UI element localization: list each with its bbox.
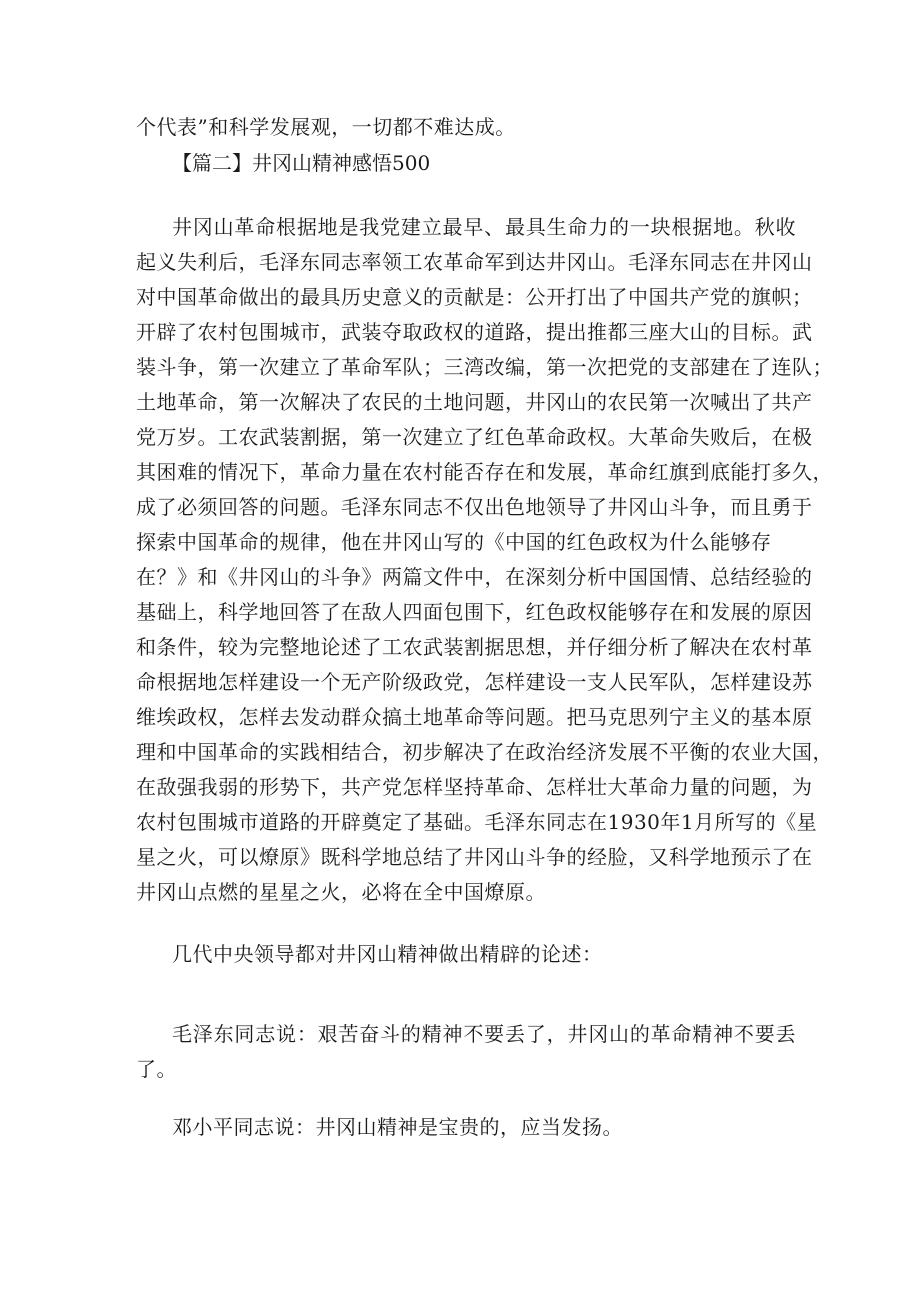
- paragraph-line: 探索中国革命的规律，他在井冈山写的《中国的红色政权为什么能够存: [136, 530, 772, 554]
- paragraph-line: 起义失利后，毛泽东同志率领工农革命军到达井冈山。毛泽东同志在井冈山: [136, 250, 813, 274]
- section-heading: 【篇二】井冈山精神感悟500: [172, 151, 431, 175]
- paragraph-line: 党万岁。工农武装割据，第一次建立了红色革命政权。大革命失败后，在极: [136, 425, 813, 449]
- paragraph-line: 其困难的情况下，革命力量在农村能否存在和发展，革命红旗到底能打多久，: [136, 460, 833, 484]
- paragraph-line: 农村包围城市道路的开辟奠定了基础。毛泽东同志在1930年1月所写的《星: [136, 810, 818, 834]
- paragraph-line: 井冈山点燃的星星之火，必将在全中国燎原。: [136, 880, 546, 904]
- paragraph-line: 井冈山革命根据地是我党建立最早、最具生命力的一块根据地。秋收: [172, 215, 796, 239]
- paragraph-line: 对中国革命做出的最具历史意义的贡献是：公开打出了中国共产党的旗帜；: [136, 285, 813, 309]
- paragraph-line: 了。: [136, 1057, 177, 1081]
- paragraph-line: 维埃政权，怎样去发动群众搞土地革命等问题。把马克思列宁主义的基本原: [136, 705, 813, 729]
- paragraph-line: 在敌强我弱的形势下，共产党怎样坚持革命、怎样壮大革命力量的问题，为: [136, 775, 813, 799]
- paragraph-line: 毛泽东同志说：艰苦奋斗的精神不要丢了，井冈山的革命精神不要丢: [172, 1022, 796, 1046]
- paragraph-line: 土地革命，第一次解决了农民的土地问题，井冈山的农民第一次喊出了共产: [136, 390, 813, 414]
- paragraph-line: 在？》和《井冈山的斗争》两篇文件中，在深刻分析中国国情、总结经验的: [136, 565, 813, 589]
- paragraph-line: 命根据地怎样建设一个无产阶级政党，怎样建设一支人民军队，怎样建设苏: [136, 670, 813, 694]
- paragraph-line: 星之火，可以燎原》既科学地总结了井冈山斗争的经脸，又科学地预示了在: [136, 845, 813, 869]
- paragraph-line: 基础上，科学地回答了在敌人四面包围下，红色政权能够存在和发展的原因: [136, 600, 813, 624]
- intro-closing-line: 个代表”和科学发展观，一切都不难达成。: [136, 115, 516, 139]
- paragraph-line: 成了必须回答的问题。毛泽东同志不仅出色地领导了井冈山斗争，而且勇于: [136, 495, 813, 519]
- paragraph-line: 开辟了农村包围城市，武装夺取政权的道路，提出推都三座大山的目标。武: [136, 320, 813, 344]
- paragraph-leaders-intro: 几代中央领导都对井冈山精神做出精辟的论述：: [172, 942, 603, 966]
- paragraph-deng-quote: 邓小平同志说：井冈山精神是宝贵的，应当发扬。: [172, 1115, 623, 1139]
- paragraph-line: 装斗争，第一次建立了革命军队；三湾改编，第一次把党的支部建在了连队；: [136, 355, 833, 379]
- paragraph-line: 和条件，较为完整地论述了工农武装割据思想，并仔细分析了解决在农村革: [136, 635, 813, 659]
- paragraph-line: 理和中国革命的实践相结合，初步解决了在政治经济发展不平衡的农业大国，: [136, 740, 833, 764]
